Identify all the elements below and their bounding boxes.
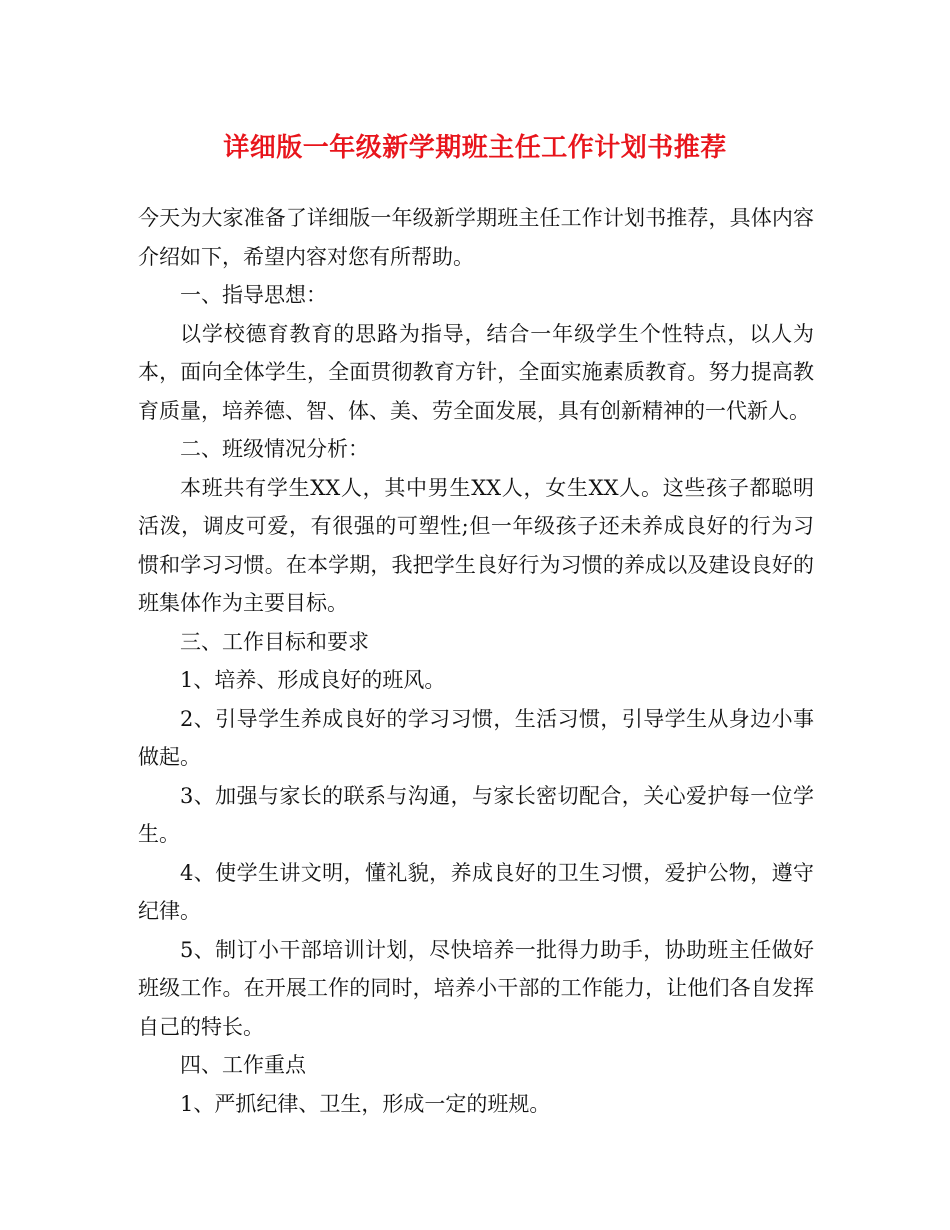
intro-paragraph: 今天为大家准备了详细版一年级新学期班主任工作计划书推荐，具体内容介绍如下，希望内容对您有所帮助。 bbox=[138, 206, 814, 269]
section-heading-guiding-thought: 一、指导思想： bbox=[180, 283, 327, 307]
list-item-focus-1: 1、严抓纪律、卫生，形成一定的班规。 bbox=[180, 1091, 551, 1116]
list-item-goal-4: 4、使学生讲文明，懂礼貌，养成良好的卫生习惯，爱护公物，遵守纪律。 bbox=[138, 860, 814, 923]
document-body bbox=[138, 199, 814, 1123]
list-item-goal-3: 3、加强与家长的联系与沟通，与家长密切配合，关心爱护每一位学生。 bbox=[138, 783, 814, 846]
list-item-goal-5: 5、制订小干部培训计划，尽快培养一批得力助手，协助班主任做好班级工作。在开展工作的同时，培养小干部的工作能力，让他们各自发挥自己的特长。 bbox=[138, 937, 814, 1039]
document-title: 详细版一年级新学期班主任工作计划书推荐 bbox=[223, 133, 727, 163]
paragraph-guiding-thought: 以学校德育教育的思路为指导，结合一年级学生个性特点，以人为本，面向全体学生，全面贯彻教育方针，全面实施素质教育。努力提高教育质量，培养德、智、体、美、劳全面发展，具有创新精神的一代新人。 bbox=[138, 321, 814, 423]
section-heading-focus: 四、工作重点 bbox=[180, 1053, 306, 1077]
list-item-goal-2: 2、引导学生养成良好的学习习惯，生活习惯，引导学生从身边小事做起。 bbox=[138, 706, 814, 769]
paragraph-class-analysis: 本班共有学生XX人，其中男生XX人，女生XX人。这些孩子都聪明活泼，调皮可爱，有很强的可塑性;但一年级孩子还未养成良好的行为习惯和学习习惯。在本学期，我把学生良好行为习惯的养成以及建设良好的班集体作为主要目标。 bbox=[138, 475, 814, 615]
section-heading-goals: 三、工作目标和要求 bbox=[180, 629, 369, 654]
section-heading-class-analysis: 二、班级情况分析： bbox=[180, 437, 369, 461]
list-item-goal-1: 1、培养、形成良好的班风。 bbox=[180, 668, 446, 692]
